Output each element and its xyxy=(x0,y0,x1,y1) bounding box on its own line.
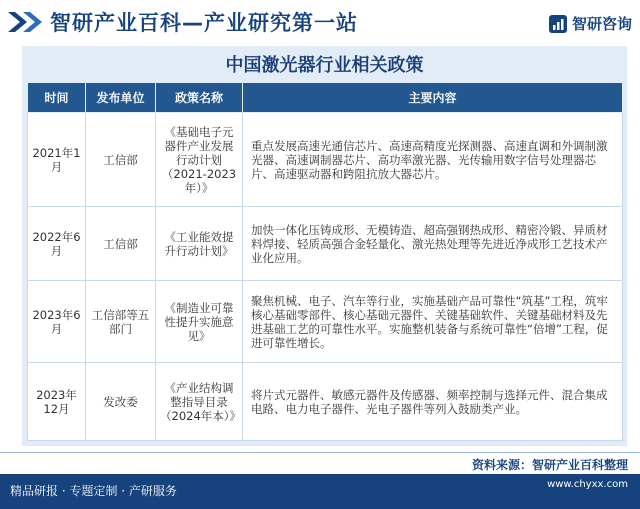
table-title: 中国激光器行业相关政策 xyxy=(225,55,424,76)
column-header-unit: 发布单位 xyxy=(86,83,156,113)
column-header-name: 政策名称 xyxy=(156,83,243,113)
table-row xyxy=(28,363,623,441)
cell-time: 2023年6月 xyxy=(28,281,86,363)
table-row xyxy=(28,281,623,363)
brand-logo xyxy=(548,13,632,34)
cell-policy-name: 《基础电子元器件产业发展行动计划（2021-2023年）》 xyxy=(156,113,243,207)
cell-content: 加快一体化压铸成形、无模铸造、超高强钢热成形、精密冷锻、异质材料焊接、轻质高强合金轻量化、激光热处理等先进近净成形工艺技术产业化应用。 xyxy=(243,207,623,281)
cell-time: 2023年12月 xyxy=(28,363,86,441)
cell-policy-name: 《工业能效提升行动计划》 xyxy=(156,207,243,281)
double-chevron-right-icon xyxy=(6,12,46,32)
page-header xyxy=(0,0,640,46)
table-row xyxy=(28,113,623,207)
zhiyan-logo-icon xyxy=(548,14,568,34)
table-row xyxy=(28,207,623,281)
source-note: 资料来源：智研产业百科整理 xyxy=(471,458,628,472)
cell-policy-name: 《产业结构调整指导目录（2024年本）》 xyxy=(156,363,243,441)
cell-unit: 工信部 xyxy=(86,113,156,207)
policy-table xyxy=(27,82,623,441)
cell-content: 聚焦机械、电子、汽车等行业，实施基础产品可靠性“筑基”工程，筑牢核心基础零部件、核心基础元器件、关键基础软件、关键基础材料及先进基础工艺的可靠性水平。实施整机装备与系统可靠性“倍增”工程，促进可靠性增长。 xyxy=(243,281,623,363)
bottom-bar xyxy=(0,474,640,509)
logo-text: 智研咨询 xyxy=(571,15,632,33)
table-header-row xyxy=(28,83,623,113)
cell-unit: 工信部 xyxy=(86,207,156,281)
website-link[interactable]: www.chyxx.com xyxy=(547,479,628,490)
cell-unit: 发改委 xyxy=(86,363,156,441)
page-title: 智研产业百科—产业研究第一站 xyxy=(50,11,358,35)
cell-content: 重点发展高速光通信芯片、高速高精度光探测器、高速直调和外调制激光器、高速调制器芯片、高功率激光器、光传输用数字信号处理器芯片、高速驱动器和跨阻抗放大器芯片。 xyxy=(243,113,623,207)
cell-policy-name: 《制造业可靠性提升实施意见》 xyxy=(156,281,243,363)
bottom-tagline: 精品研报 · 专题定制 · 产研服务 xyxy=(10,484,177,498)
footer-divider xyxy=(0,452,640,453)
cell-time: 2022年6月 xyxy=(28,207,86,281)
cell-unit: 工信部等五部门 xyxy=(86,281,156,363)
cell-content: 将片式元器件、敏感元器件及传感器、频率控制与选择元件、混合集成电路、电力电子器件、光电子器件等列入鼓励类产业。 xyxy=(243,363,623,441)
cell-time: 2021年1月 xyxy=(28,113,86,207)
column-header-time: 时间 xyxy=(28,83,86,113)
column-header-content: 主要内容 xyxy=(243,83,623,113)
